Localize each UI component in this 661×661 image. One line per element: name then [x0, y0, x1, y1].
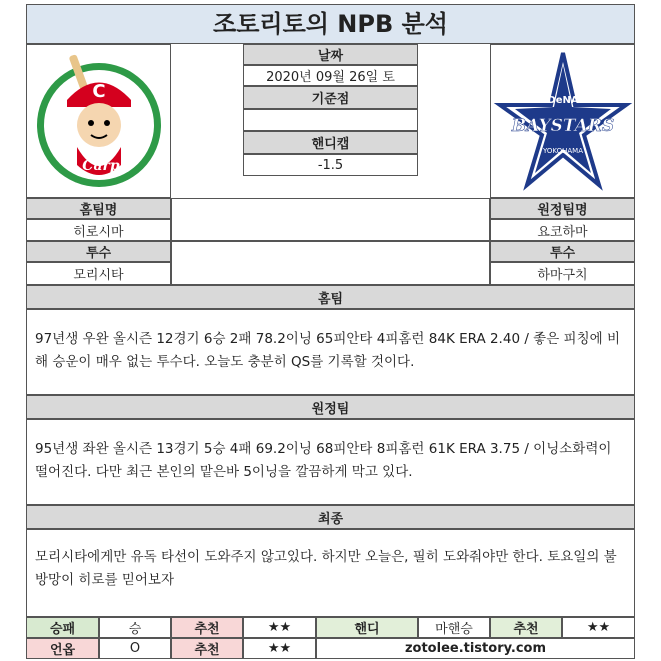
base-point-value [243, 109, 418, 131]
page-title: 조토리토의 NPB 분석 [26, 4, 635, 44]
away-team-label: 원정팀명 [490, 198, 635, 219]
final-section-text: 모리시타에게만 유독 타선이 도와주지 않고있다. 하지만 오늘은, 필히 도와줘야만 한다. 토요일의 불방망이 히로를 믿어보자 [26, 529, 635, 617]
handicap-value: -1.5 [243, 154, 418, 176]
away-section-text: 95년생 좌완 올시즌 13경기 5승 4패 69.2이닝 68피안타 8피홈런 61K ERA 3.75 / 이닝소화력이 떨어진다. 다만 최근 본인의 맡은바 5이닝을 깔끔하게 막고 있다. [26, 419, 635, 505]
date-label: 날짜 [243, 44, 418, 65]
home-logo-box [26, 44, 171, 198]
recommend-value-3: ★★ [243, 638, 316, 659]
away-team-value: 요코하마 [490, 219, 635, 241]
result-label: 승패 [26, 617, 99, 638]
svg-text:C: C [92, 81, 106, 102]
svg-text:DeNA: DeNA [547, 95, 579, 106]
carp-logo-icon [27, 45, 170, 197]
home-section-text: 97년생 우완 올시즌 12경기 6승 2패 78.2이닝 65피안타 4피홈런 84K ERA 2.40 / 좋은 피칭에 비해 승운이 매우 없는 투수다. 오늘도 충분히 QS를 기록할 것이다. [26, 309, 635, 395]
result-value: 승 [99, 617, 171, 638]
date-value: 2020년 09월 26일 토 [243, 65, 418, 86]
recommend-value-2: ★★ [562, 617, 635, 638]
svg-text:BAYSTARS: BAYSTARS [511, 116, 615, 136]
home-team-value: 히로시마 [26, 219, 171, 241]
recommend-label-1: 추천 [171, 617, 243, 638]
svg-text:YOKOHAMA: YOKOHAMA [542, 147, 584, 155]
handicap-label: 핸디캡 [243, 131, 418, 154]
over-under-label: 언옵 [26, 638, 99, 659]
away-pitcher-value: 하마구치 [490, 262, 635, 285]
recommend-label-2: 추천 [490, 617, 562, 638]
final-section-title: 최종 [26, 505, 635, 529]
away-section-title: 원정팀 [26, 395, 635, 419]
blank-cell-1 [171, 198, 490, 241]
recommend-value-1: ★★ [243, 617, 316, 638]
home-team-label: 홈팀명 [26, 198, 171, 219]
handi-label: 핸디 [316, 617, 418, 638]
handi-value: 마핸승 [418, 617, 490, 638]
recommend-label-3: 추천 [171, 638, 243, 659]
over-under-value: O [99, 638, 171, 659]
blank-cell-2 [171, 241, 490, 285]
baystars-logo-icon [491, 45, 634, 197]
home-section-title: 홈팀 [26, 285, 635, 309]
away-pitcher-label: 투수 [490, 241, 635, 262]
home-pitcher-value: 모리시타 [26, 262, 171, 285]
site-link[interactable]: zotolee.tistory.com [316, 638, 635, 659]
home-pitcher-label: 투수 [26, 241, 171, 262]
svg-text:Carp: Carp [82, 158, 120, 174]
base-point-label: 기준점 [243, 86, 418, 109]
away-logo-box [490, 44, 635, 198]
